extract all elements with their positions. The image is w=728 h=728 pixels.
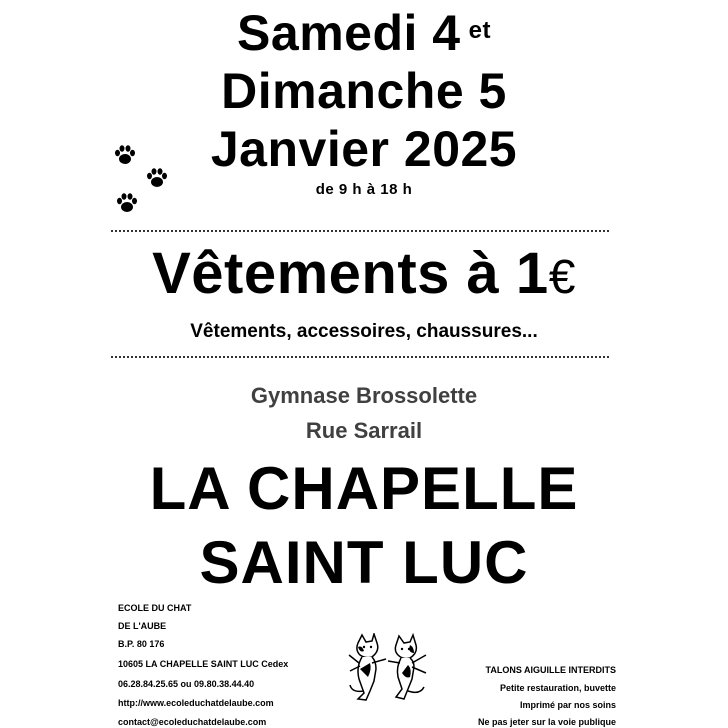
main-title-text: Vêtements à 1 (152, 241, 549, 306)
note-litter: Ne pas jeter sur la voie publique (477, 717, 616, 727)
dancing-cats-illustration (346, 633, 430, 708)
city-line-2: SAINT LUC (199, 529, 529, 596)
note-food: Petite restauration, buvette (499, 683, 616, 693)
dotted-divider-top (111, 230, 609, 232)
opening-hours: de 9 h à 18 h (315, 181, 413, 198)
organizer-phones: 06.28.84.25.65 ou 09.80.38.44.40 (118, 679, 255, 689)
date-saturday-text: Samedi 4 (237, 5, 461, 61)
organizer-website[interactable]: http://www.ecoleduchatdelaube.com (118, 698, 274, 708)
city-line-1: LA CHAPELLE (149, 455, 579, 522)
note-printed: Imprimé par nos soins (519, 700, 616, 710)
date-line-month: Janvier 2025 (210, 121, 518, 177)
main-subtitle: Vêtements, accessoires, chaussures... (190, 321, 538, 342)
organizer-email[interactable]: contact@ecoleduchatdelaube.com (118, 717, 267, 727)
note-heels: TALONS AIGUILLE INTERDITS (485, 665, 616, 675)
organizer-name-2: DE L'AUBE (118, 621, 167, 631)
paw-print-icon (115, 191, 139, 215)
dotted-divider-bottom (111, 356, 609, 358)
date-line-sunday: Dimanche 5 (221, 63, 507, 119)
paw-print-icon (113, 143, 137, 167)
date-line-saturday (0, 4, 728, 60)
venue-street: Rue Sarrail (305, 418, 423, 443)
main-title (0, 240, 728, 307)
organizer-name-1: ECOLE DU CHAT (118, 603, 192, 613)
paw-print-icon (145, 166, 169, 190)
organizer-po-box: B.P. 80 176 (118, 639, 165, 649)
date-et-text: et (468, 17, 491, 44)
euro-symbol: € (548, 251, 576, 304)
venue-name: Gymnase Brossolette (250, 383, 478, 408)
organizer-postal: 10605 LA CHAPELLE SAINT LUC Cedex (118, 659, 289, 669)
